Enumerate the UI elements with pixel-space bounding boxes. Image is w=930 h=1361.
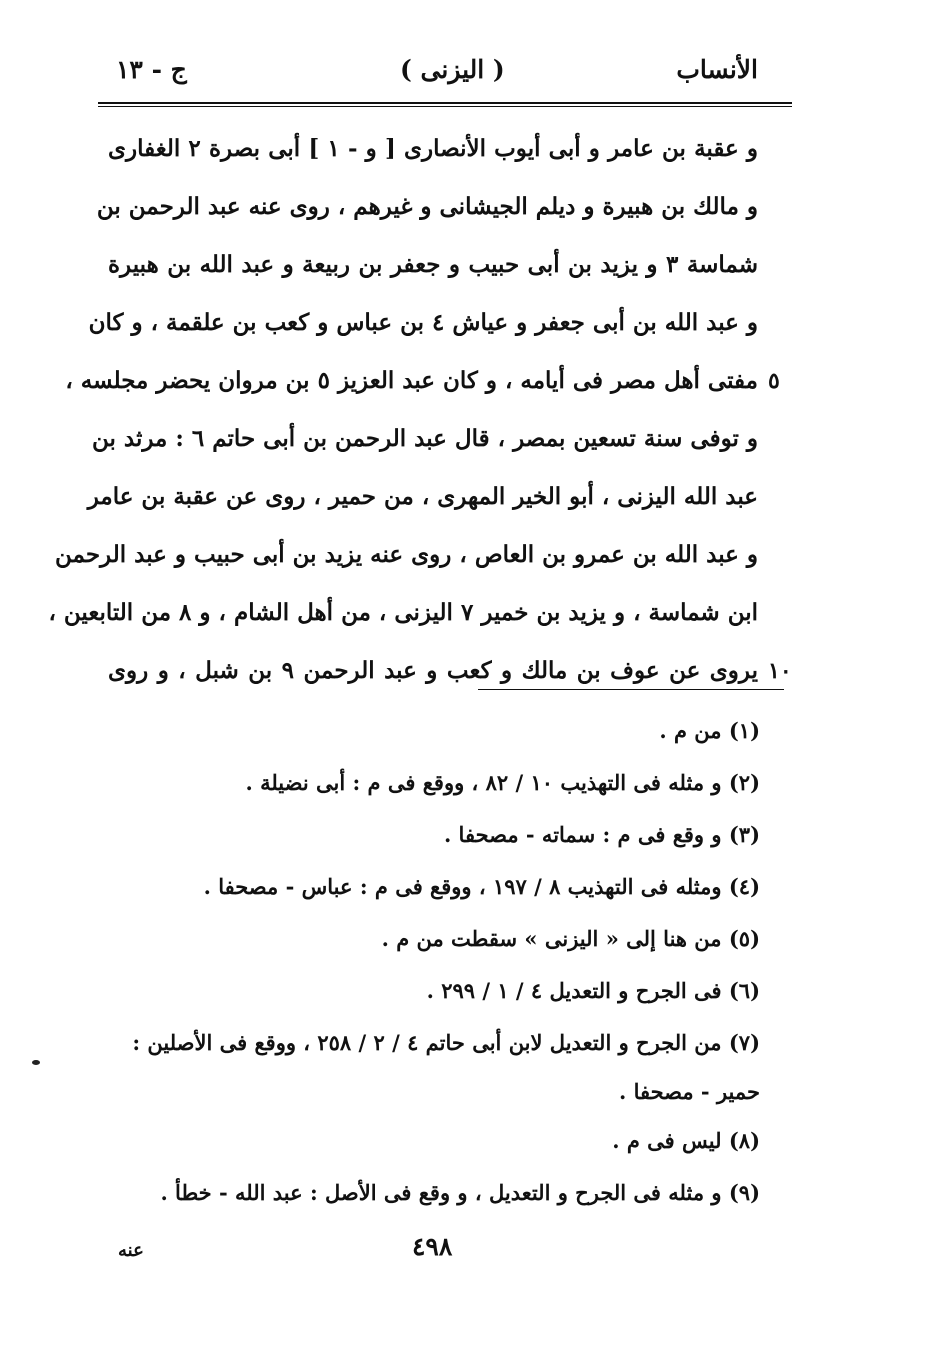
line-text: و عبد الله بن أبى جعفر و عياش ٤ بن عباس و كعب بن علقمة ، و كان: [88, 309, 758, 336]
ink-speck: [32, 1060, 40, 1065]
text-line: [65, 352, 780, 410]
header-rule-thin: [98, 106, 792, 107]
line-number: ٥: [768, 368, 780, 394]
section-title: ( اليزنى ): [400, 55, 505, 84]
line-text: و توفى سنة تسعين بمصر ، قال عبد الرحمن بن أبى حاتم ٦ : مرثد بن: [91, 425, 758, 452]
footnotes: [100, 705, 760, 1219]
footnote-separator: [478, 689, 784, 690]
header-rule: [98, 102, 792, 104]
volume-label: ج - ١٣: [116, 55, 187, 84]
main-text: [48, 120, 792, 700]
line-text: و عقبة بن عامر و أبى أيوب الأنصارى [ و - ١ ] أبى بصرة ٢ الغفارى: [108, 135, 758, 162]
footnote: (٦) فى الجرح و التعديل ٤ / ١ / ٢٩٩ .: [426, 978, 760, 1003]
text-line: [87, 468, 758, 526]
line-text: و عبد الله بن عمرو بن العاص ، روى عنه يزيد بن أبى حبيب و عبد الرحمن: [55, 541, 758, 568]
line-text: مفتى أهل مصر فى أيامه ، و كان عبد العزيز ٥ بن مروان يحضر مجلسه ،: [65, 367, 758, 394]
text-line: [108, 642, 792, 700]
text-line: [108, 120, 758, 178]
footnote: (٨) ليس فى م .: [612, 1128, 760, 1153]
text-line: [108, 236, 758, 294]
text-line: [48, 584, 758, 642]
footnote: (٣) و وقع فى م : سماته - مصحفا .: [443, 822, 760, 847]
text-line: [91, 410, 758, 468]
page-number: ٤٩٨: [412, 1232, 453, 1261]
footnote: (١) من م .: [659, 718, 760, 743]
text-line: [55, 526, 758, 584]
footnote: (٥) من هنا إلى « اليزنى » سقطت من م .: [381, 926, 760, 951]
running-title: الأنساب: [676, 55, 758, 84]
line-text: عبد الله اليزنى ، أبو الخير المهرى ، من حمير ، روى عن عقبة بن عامر: [87, 483, 758, 510]
line-text: و مالك بن هبيرة و ديلم الجيشانى و غيرهم ، روى عنه عبد الرحمن بن: [96, 193, 758, 220]
footnote-continuation: حمير - مصحفا .: [618, 1079, 760, 1104]
footnote: (٩) و مثله فى الجرح و التعديل ، و وقع فى الأصل : عبد الله - خطأ .: [160, 1180, 760, 1205]
catchword: عنه: [118, 1240, 144, 1261]
line-text: يروى عن عوف بن مالك و كعب و عبد الرحمن ٩ بن شبل ، و روى: [108, 657, 758, 684]
line-number: ١٠: [768, 658, 792, 684]
line-text: ابن شماسة ، و يزيد بن خمير ٧ اليزنى ، من أهل الشام ، و ٨ من التابعين ،: [48, 599, 758, 626]
text-line: [96, 178, 758, 236]
footnote: (٢) و مثله فى التهذيب ١٠ / ٨٢ ، ووقع فى م : أبى نضيلة .: [245, 770, 760, 795]
text-line: [88, 294, 758, 352]
line-text: شماسة ٣ و يزيد بن أبى حبيب و جعفر بن ربيعة و عبد الله بن هبيرة: [108, 251, 758, 278]
footnote: (٧) من الجرح و التعديل لابن أبى حاتم ٤ / ٢ / ٢٥٨ ، ووقع فى الأصلين :: [132, 1030, 760, 1055]
footnote: (٤) ومثله فى التهذيب ٨ / ١٩٧ ، ووقع فى م : عباس - مصحفا .: [203, 874, 760, 899]
